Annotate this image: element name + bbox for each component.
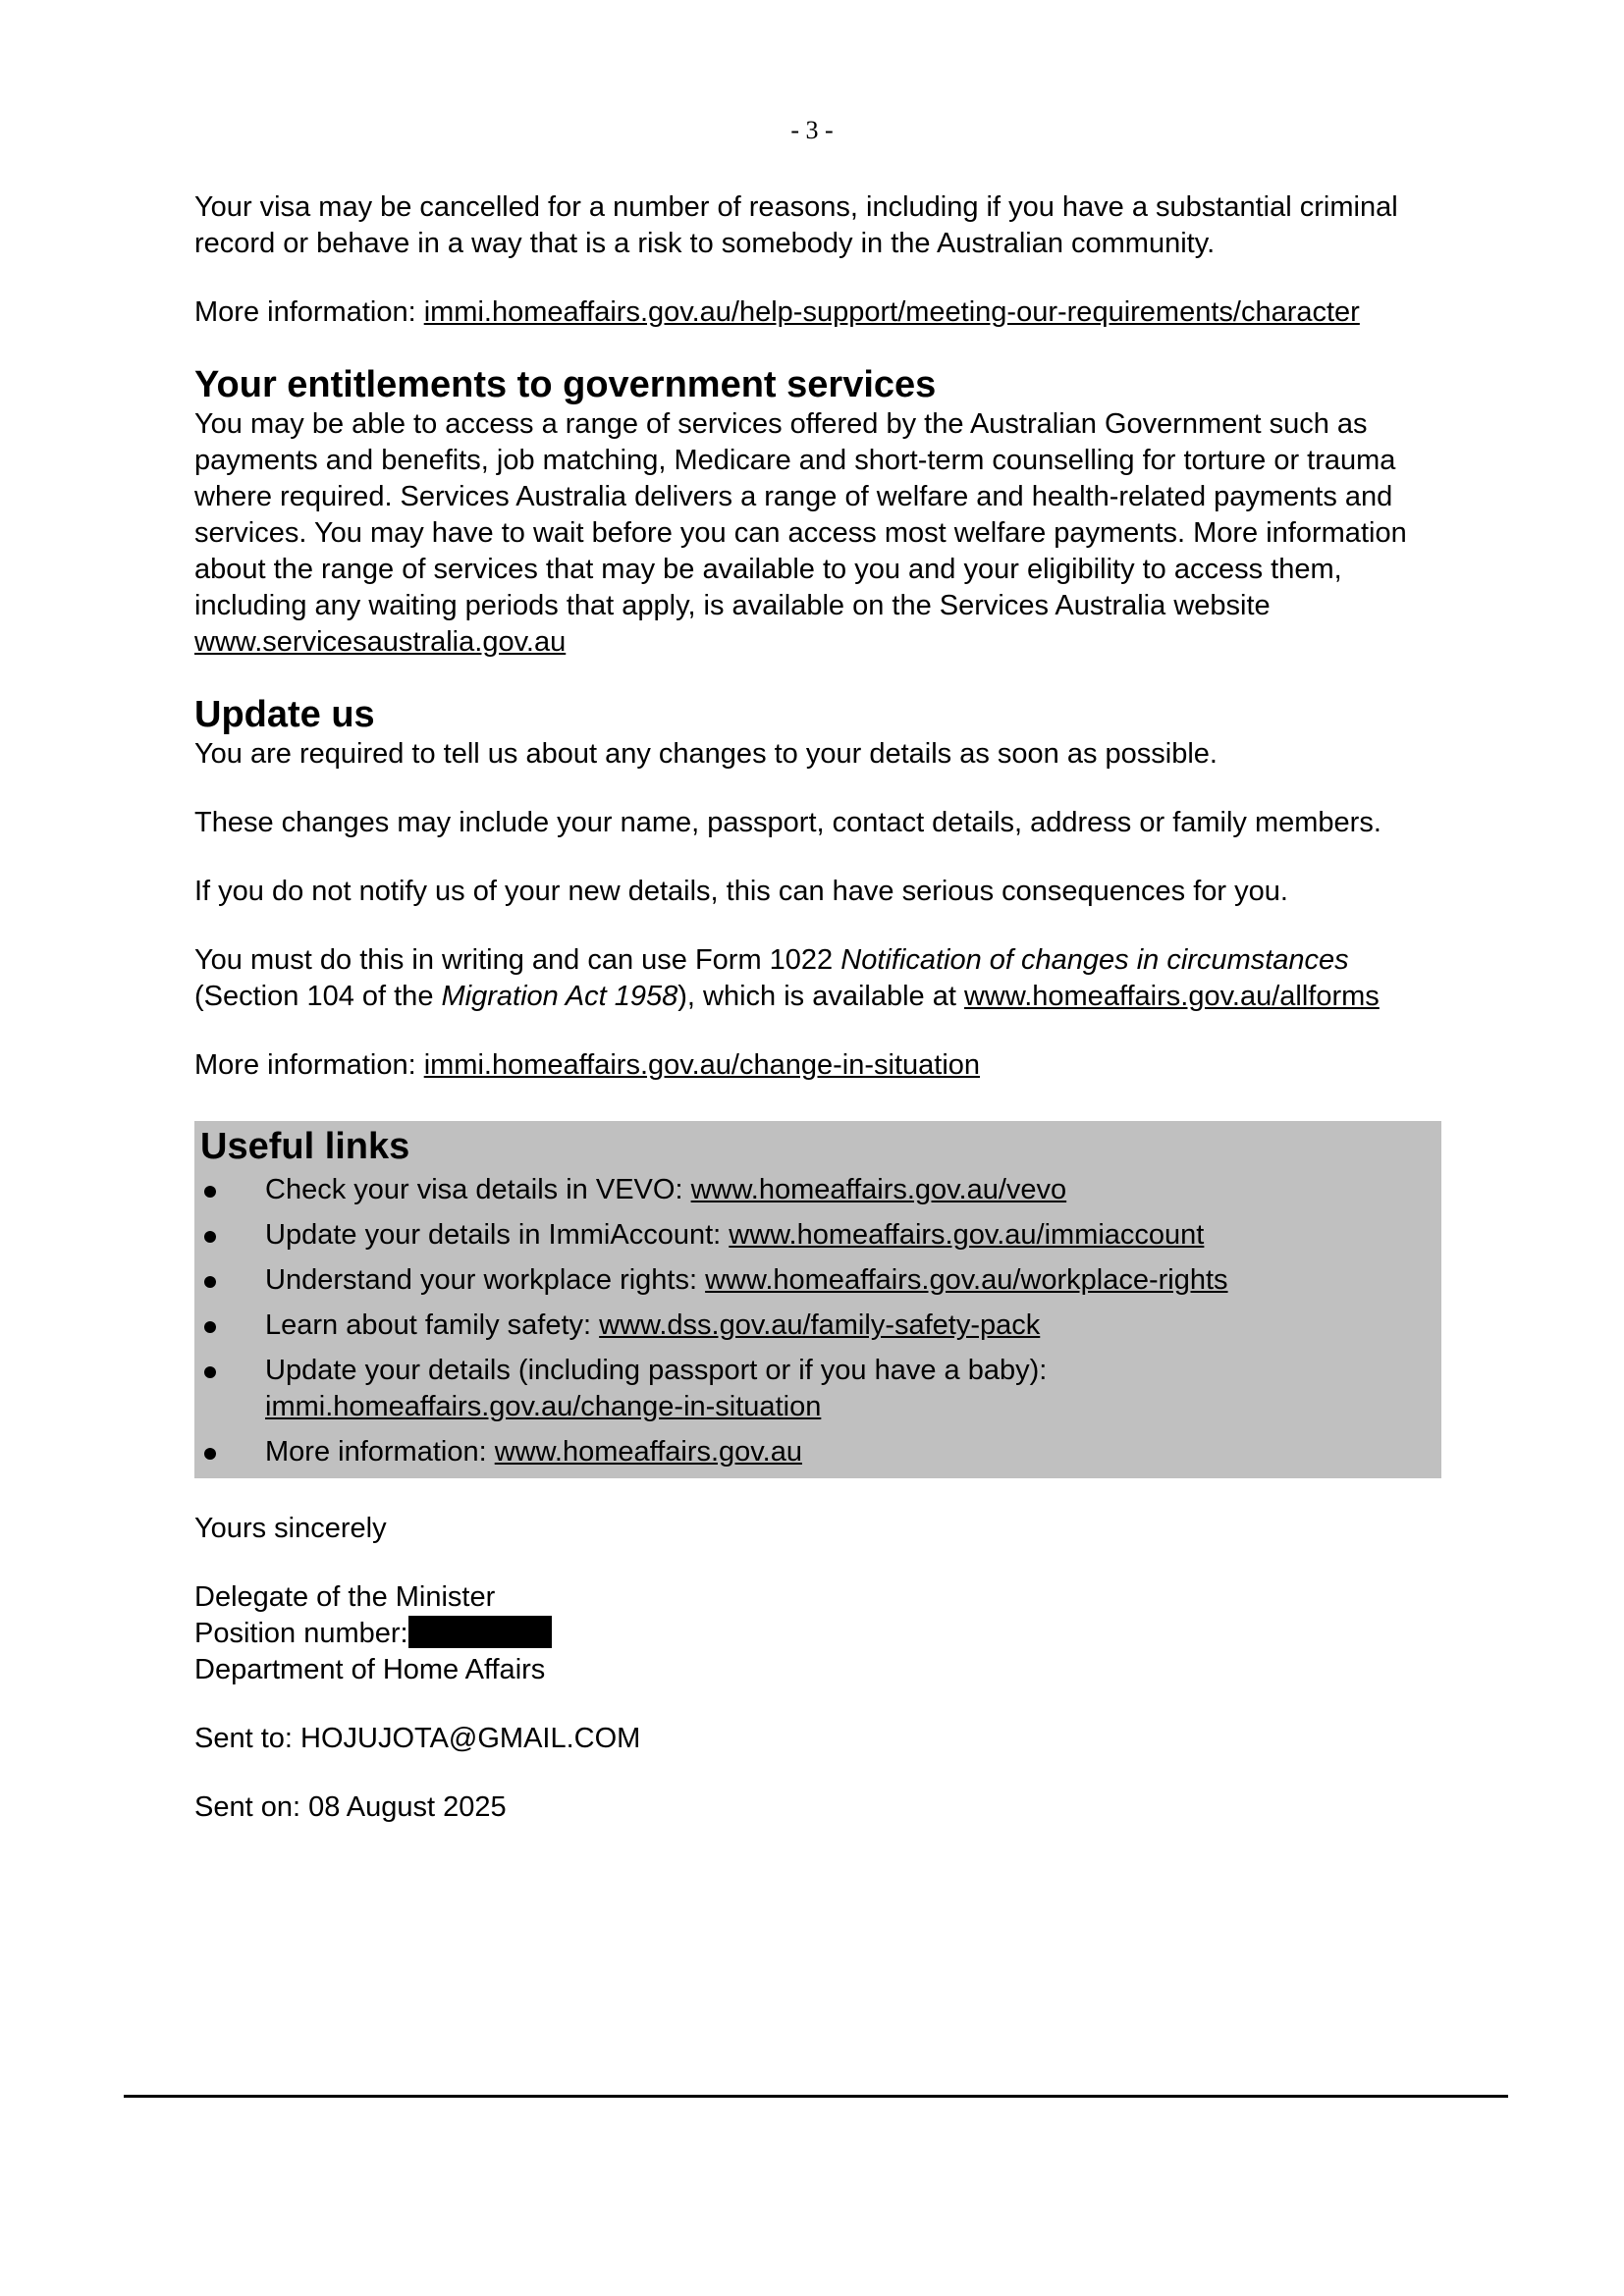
department-name: Department of Home Affairs <box>194 1654 546 1685</box>
change-situation-link[interactable]: immi.homeaffairs.gov.au/change-in-situation <box>265 1391 822 1422</box>
available-text: ), which is available at <box>677 981 964 1012</box>
useful-link-label: More information: <box>265 1436 495 1468</box>
allforms-link[interactable]: www.homeaffairs.gov.au/allforms <box>963 981 1380 1012</box>
more-info-label: More information: <box>194 1049 424 1081</box>
useful-link-item-update-details <box>200 1353 1441 1425</box>
letter-body <box>194 189 1441 1858</box>
services-australia-link[interactable]: www.servicesaustralia.gov.au <box>194 626 567 658</box>
visa-cancel-paragraph: Your visa may be cancelled for a number of reasons, including if you have a substantial criminal record or behave in a way that is a risk to somebody in the Australian community. <box>194 191 1398 259</box>
character-more-info <box>194 294 1441 331</box>
change-in-situation-link[interactable]: immi.homeaffairs.gov.au/change-in-situation <box>423 1049 981 1081</box>
family-safety-link[interactable]: www.dss.gov.au/family-safety-pack <box>599 1309 1041 1341</box>
homeaffairs-link[interactable]: www.homeaffairs.gov.au <box>494 1436 802 1468</box>
signoff <box>194 1511 1441 1826</box>
update-paragraph-4 <box>194 942 1441 1015</box>
useful-link-item-workplace <box>200 1262 1441 1299</box>
update-heading: Update us <box>194 694 375 735</box>
section-text: (Section 104 of the <box>194 981 442 1012</box>
useful-link-label: Check your visa details in VEVO: <box>265 1174 691 1205</box>
bullet-icon <box>204 1276 216 1288</box>
vevo-link[interactable]: www.homeaffairs.gov.au/vevo <box>690 1174 1067 1205</box>
useful-link-item-family-safety <box>200 1308 1441 1344</box>
useful-link-label: Update your details (including passport or if you have a baby): <box>265 1355 1048 1386</box>
entitlements-text: You may be able to access a range of services offered by the Australian Government such as payments and benefits, job matching, Medicare and short-term counselling for torture or trauma where required. Services Australia delivers a range of welfare and health-related payments and services. You may have to wait before you can access most welfare payments. More information about the range of services that may be available to you and your eligibility to access them, including any waiting periods that apply, is available on the Services Australia website <box>194 408 1407 621</box>
entitlements-paragraph <box>194 406 1441 661</box>
position-label: Position number: <box>194 1618 408 1649</box>
useful-link-label: Update your details in ImmiAccount: <box>265 1219 730 1251</box>
act-title: Migration Act 1958 <box>441 981 678 1012</box>
useful-link-label: Learn about family safety: <box>265 1309 600 1341</box>
sent-on: Sent on: 08 August 2025 <box>194 1791 507 1823</box>
useful-link-item-more-info <box>200 1434 1441 1470</box>
workplace-rights-link[interactable]: www.homeaffairs.gov.au/workplace-rights <box>705 1264 1228 1296</box>
signature-block <box>194 1579 1441 1688</box>
update-paragraph-2: These changes may include your name, passport, contact details, address or family members. <box>194 807 1381 838</box>
footer-rule <box>124 2095 1508 2098</box>
update-paragraph-3: If you do not notify us of your new details, this can have serious consequences for you. <box>194 876 1288 907</box>
bullet-icon <box>204 1366 216 1378</box>
bullet-icon <box>204 1448 216 1460</box>
page-number: - 3 - <box>790 116 834 144</box>
character-link[interactable]: immi.homeaffairs.gov.au/help-support/meeting-our-requirements/character <box>423 296 1360 328</box>
entitlements-heading: Your entitlements to government services <box>194 364 937 405</box>
position-number <box>194 1616 1441 1652</box>
useful-links-heading: Useful links <box>200 1126 410 1167</box>
bullet-icon <box>204 1321 216 1333</box>
closing: Yours sincerely <box>194 1513 387 1544</box>
form-title: Notification of changes in circumstances <box>840 944 1349 976</box>
more-info-label: More information: <box>194 296 424 328</box>
useful-link-item-immiaccount <box>200 1217 1441 1254</box>
bullet-icon <box>204 1186 216 1198</box>
sent-to: Sent to: HOJUJOTA@GMAIL.COM <box>194 1723 641 1754</box>
bullet-icon <box>204 1231 216 1243</box>
immiaccount-link[interactable]: www.homeaffairs.gov.au/immiaccount <box>729 1219 1205 1251</box>
useful-links-list <box>200 1172 1441 1470</box>
redaction-box <box>408 1616 552 1648</box>
useful-link-label: Understand your workplace rights: <box>265 1264 706 1296</box>
update-paragraph-1: You are required to tell us about any changes to your details as soon as possible. <box>194 738 1218 770</box>
change-more-info <box>194 1047 1441 1084</box>
useful-link-item-vevo <box>200 1172 1441 1208</box>
delegate-title: Delegate of the Minister <box>194 1581 496 1613</box>
useful-links-box <box>194 1121 1441 1478</box>
form-text: You must do this in writing and can use Form 1022 <box>194 944 841 976</box>
